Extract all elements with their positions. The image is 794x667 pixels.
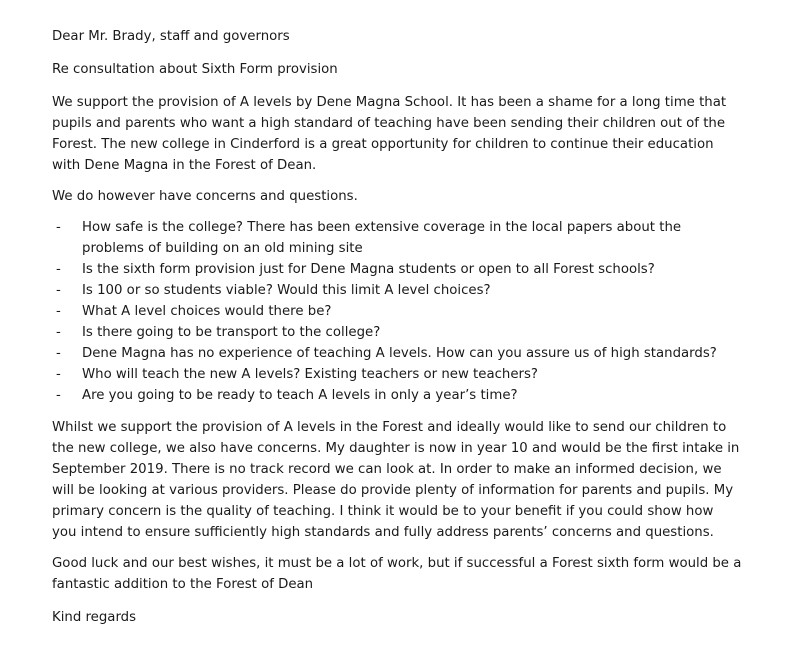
list-dash: - [56,346,61,361]
paragraph-good-luck: Good luck and our best wishes, it must be a lot of work, but if successful a Forest sixth form would be a fantastic addition to the Forest of Dean [52,556,742,592]
list-item-text: Is 100 or so students viable? Would this limit A level choices? [82,283,491,298]
questions-list [52,217,742,406]
list-item [52,301,742,322]
list-dash: - [56,283,61,298]
letter-document [52,26,742,628]
list-item-text: Is there going to be transport to the college? [82,325,381,340]
salutation: Dear Mr. Brady, staff and governors [52,29,290,44]
list-item [52,259,742,280]
list-item [52,385,742,406]
list-dash: - [56,388,61,403]
list-item [52,322,742,343]
list-dash: - [56,304,61,319]
list-item [52,343,742,364]
list-item [52,364,742,385]
paragraph-support: We support the provision of A levels by Dene Magna School. It has been a shame for a long time that pupils and parents who want a high standard of teaching have been sending their children out of the Forest. The new college in Cinderford is a great opportunity for children to continue their education with Dene Magna in the Forest of Dean. [52,95,727,173]
list-item-text: Who will teach the new A levels? Existing teachers or new teachers? [82,367,538,382]
subject-line: Re consultation about Sixth Form provision [52,62,338,77]
list-item [52,280,742,301]
list-item-text: Are you going to be ready to teach A levels in only a year’s time? [82,388,518,403]
list-item-text: What A level choices would there be? [82,304,332,319]
list-item-text: How safe is the college? There has been extensive coverage in the local papers about the problems of building on an old mining site [82,220,682,256]
list-dash: - [56,262,61,277]
list-dash: - [56,367,61,382]
concerns-intro: We do however have concerns and questions. [52,189,358,204]
list-item [52,217,742,259]
sign-off: Kind regards [52,610,137,625]
paragraph-concerns: Whilst we support the provision of A levels in the Forest and ideally would like to send our children to the new college, we also have concerns. My daughter is now in year 10 and would be the first intake in September 2019. There is no track record we can look at. In order to make an informed decision, we will be looking at various providers. Please do provide plenty of information for parents and pupils. My primary concern is the quality of teaching. I think it would be to your benefit if you could show how you intend to ensure sufficiently high standards and fully address parents’ concerns and questions. [52,420,740,540]
list-item-text: Is the sixth form provision just for Dene Magna students or open to all Forest schools? [82,262,655,277]
list-dash: - [56,325,61,340]
list-item-text: Dene Magna has no experience of teaching A levels. How can you assure us of high standards? [82,346,717,361]
list-dash: - [56,220,61,235]
